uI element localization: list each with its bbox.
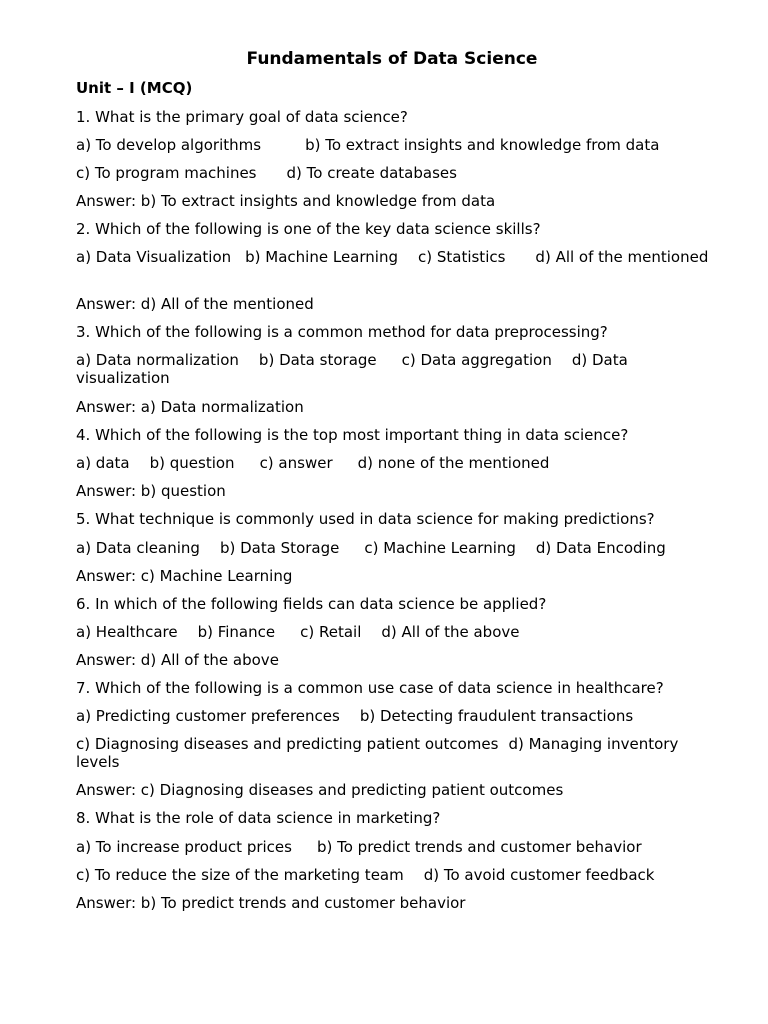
unit-heading: Unit – I (MCQ) (76, 79, 193, 97)
question-5-options (76, 539, 666, 557)
question-1-answer: Answer: b) To extract insights and knowledge from data (76, 192, 496, 210)
question-4-answer: Answer: b) question (76, 482, 226, 500)
question-7-options-row-1 (76, 707, 633, 725)
option-a: a) Healthcare (76, 623, 178, 641)
option-c: c) Retail (300, 623, 362, 641)
option-d: d) To avoid customer feedback (423, 866, 655, 884)
option-d: d) Data Encoding (535, 539, 666, 557)
question-2-answer: Answer: d) All of the mentioned (76, 295, 314, 313)
option-c: c) To program machines (76, 164, 257, 182)
option-c: c) answer (259, 454, 333, 472)
option-a: a) Data cleaning (76, 539, 200, 557)
option-c: c) Diagnosing diseases and predicting patient outcomes (76, 735, 499, 753)
option-b: b) To predict trends and customer behavior (316, 838, 642, 856)
option-d: d) All of the mentioned (535, 248, 709, 266)
option-a: a) To increase product prices (76, 838, 292, 856)
question-7-answer: Answer: c) Diagnosing diseases and predicting patient outcomes (76, 781, 564, 799)
question-8-options-row-1 (76, 838, 642, 856)
option-d: d) All of the above (381, 623, 520, 641)
option-a: a) Data normalization (76, 351, 239, 369)
option-d: d) Managing inventory levels (76, 735, 679, 771)
option-c: c) Statistics (417, 248, 506, 266)
question-3-options (76, 351, 716, 387)
question-5-text: 5. What technique is commonly used in data science for making predictions? (76, 510, 655, 528)
option-a: a) Data Visualization (76, 248, 232, 266)
question-1-options-row-1 (76, 136, 659, 154)
option-d: d) none of the mentioned (357, 454, 550, 472)
option-b: b) question (149, 454, 235, 472)
option-b: b) Finance (197, 623, 276, 641)
option-b: b) Data storage (258, 351, 377, 369)
option-d: d) To create databases (286, 164, 457, 182)
question-7-options-row-2 (76, 735, 706, 771)
question-1-text: 1. What is the primary goal of data science? (76, 108, 408, 126)
question-2-text: 2. Which of the following is one of the key data science skills? (76, 220, 541, 238)
option-a: a) To develop algorithms (76, 136, 262, 154)
document-title: Fundamentals of Data Science (246, 49, 538, 69)
question-8-answer: Answer: b) To predict trends and customer behavior (76, 894, 466, 912)
option-b: b) To extract insights and knowledge from data (305, 136, 660, 154)
question-8-options-row-2 (76, 866, 654, 884)
question-8-text: 8. What is the role of data science in marketing? (76, 809, 441, 827)
option-c: c) Machine Learning (364, 539, 516, 557)
option-b: b) Machine Learning (245, 248, 398, 266)
question-3-answer: Answer: a) Data normalization (76, 398, 304, 416)
question-6-options (76, 623, 520, 641)
option-b: b) Data Storage (219, 539, 340, 557)
question-3-text: 3. Which of the following is a common method for data preprocessing? (76, 323, 608, 341)
question-5-answer: Answer: c) Machine Learning (76, 567, 293, 585)
option-c: c) To reduce the size of the marketing team (76, 866, 404, 884)
option-b: b) Detecting fraudulent transactions (359, 707, 634, 725)
question-7-text: 7. Which of the following is a common use case of data science in healthcare? (76, 679, 664, 697)
question-4-options (76, 454, 549, 472)
option-a: a) Predicting customer preferences (76, 707, 340, 725)
question-4-text: 4. Which of the following is the top most important thing in data science? (76, 426, 629, 444)
question-6-text: 6. In which of the following fields can data science be applied? (76, 595, 547, 613)
question-2-options (76, 248, 716, 266)
option-c: c) Data aggregation (401, 351, 552, 369)
question-6-answer: Answer: d) All of the above (76, 651, 279, 669)
question-1-options-row-2 (76, 164, 457, 182)
option-a: a) data (76, 454, 130, 472)
option-d: d) Data visualization (76, 351, 628, 387)
